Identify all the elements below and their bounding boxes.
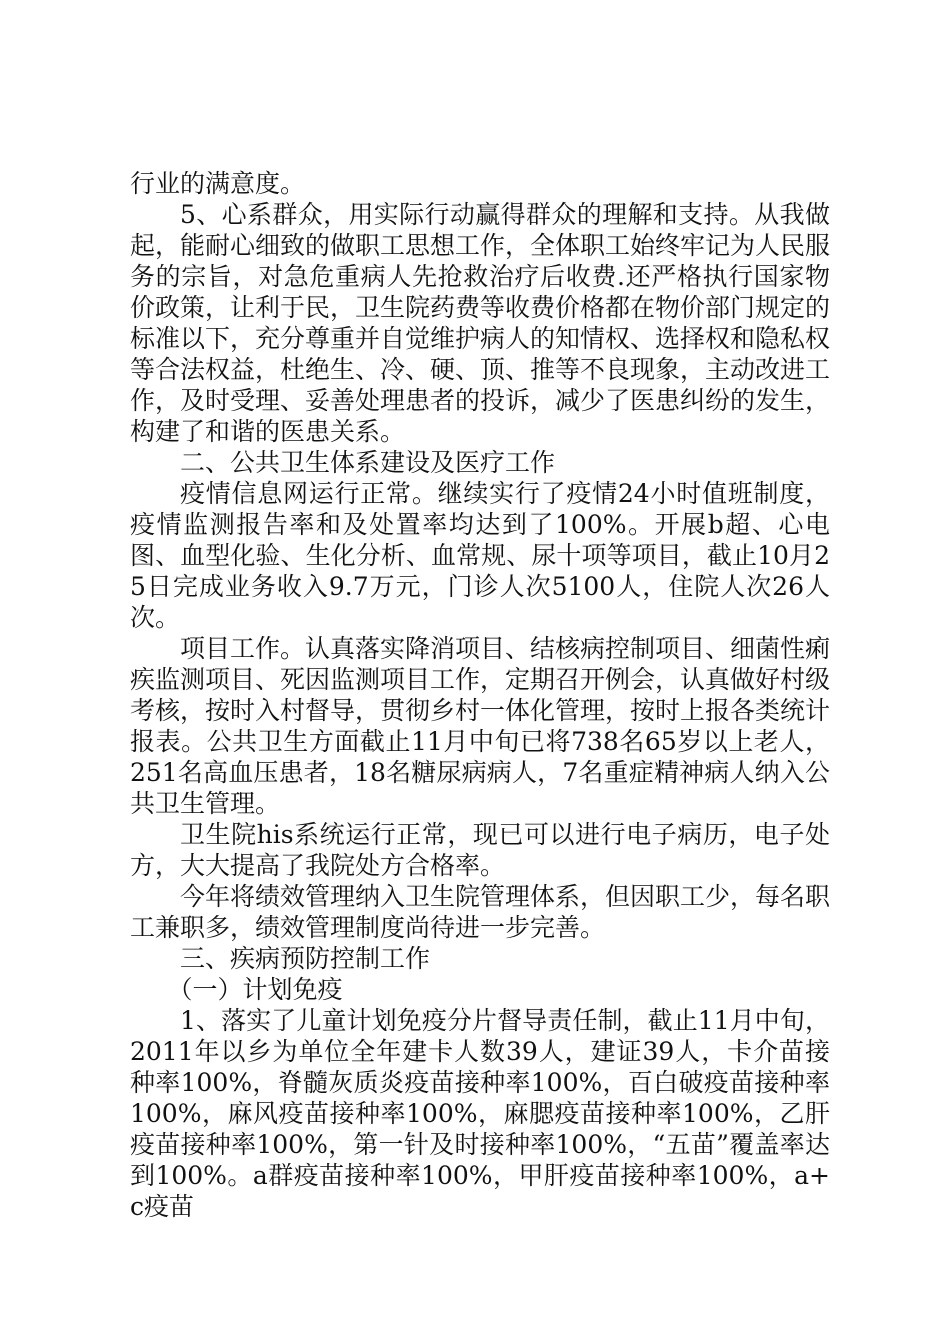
paragraph-continuation: 行业的满意度。 [130,169,306,198]
section-heading-2: 二、公共卫生体系建设及医疗工作 [180,448,556,477]
paragraph-his-system: 卫生院his系统运行正常，现已可以进行电子病历，电子处方，大大提高了我院处方合格率。 [130,820,830,880]
document-page [130,168,830,1222]
section-heading-3: 三、疾病预防控制工作 [180,944,431,973]
paragraph-immunization: 1、落实了儿童计划免疫分片督导责任制，截止11月中旬，2011年以乡为单位全年建卡人数39人，建证39人，卡介苗接种率100%，脊髓灰质炎疫苗接种率100%，百白破疫苗接种率100%，麻风疫苗接种率100%，麻腮疫苗接种率100%，乙肝疫苗接种率100%，第一针及时接种率100%，“五苗”覆盖率达到100%。a群疫苗接种率100%，甲肝疫苗接种率100%，a+c疫苗 [130,1006,830,1221]
paragraph-project-work: 项目工作。认真落实降消项目、结核病控制项目、细菌性痢疾监测项目、死因监测项目工作，定期召开例会，认真做好村级考核，按时入村督导，贯彻乡村一体化管理，按时上报各类统计报表。公共卫生方面截止11月中旬已将738名65岁以上老人，251名高血压患者，18名糖尿病病人，7名重症精神病人纳入公共卫生管理。 [130,634,831,818]
subsection-heading-1: （一）计划免疫 [167,975,343,1004]
paragraph-epidemic-network: 疫情信息网运行正常。继续实行了疫情24小时值班制度，疫情监测报告率和及处置率均达到了100%。开展b超、心电图、血型化验、生化分析、血常规、尿十项等项目，截止10月25日完成业务收入9.7万元，门诊人次5100人，住院人次26人次。 [130,479,830,632]
paragraph-performance-management: 今年将绩效管理纳入卫生院管理体系，但因职工少，每名职工兼职多，绩效管理制度尚待进一步完善。 [130,882,831,942]
paragraph-item-5: 5、心系群众，用实际行动赢得群众的理解和支持。从我做起，能耐心细致的做职工思想工作，全体职工始终牢记为人民服务的宗旨，对急危重病人先抢救治疗后收费.还严格执行国家物价政策，让利于民，卫生院药费等收费价格都在物价部门规定的标准以下，充分尊重并自觉维护病人的知情权、选择权和隐私权等合法权益，杜绝生、冷、硬、顶、推等不良现象，主动改进工作，及时受理、妥善处理患者的投诉，减少了医患纠纷的发生，构建了和谐的医患关系。 [130,200,831,446]
